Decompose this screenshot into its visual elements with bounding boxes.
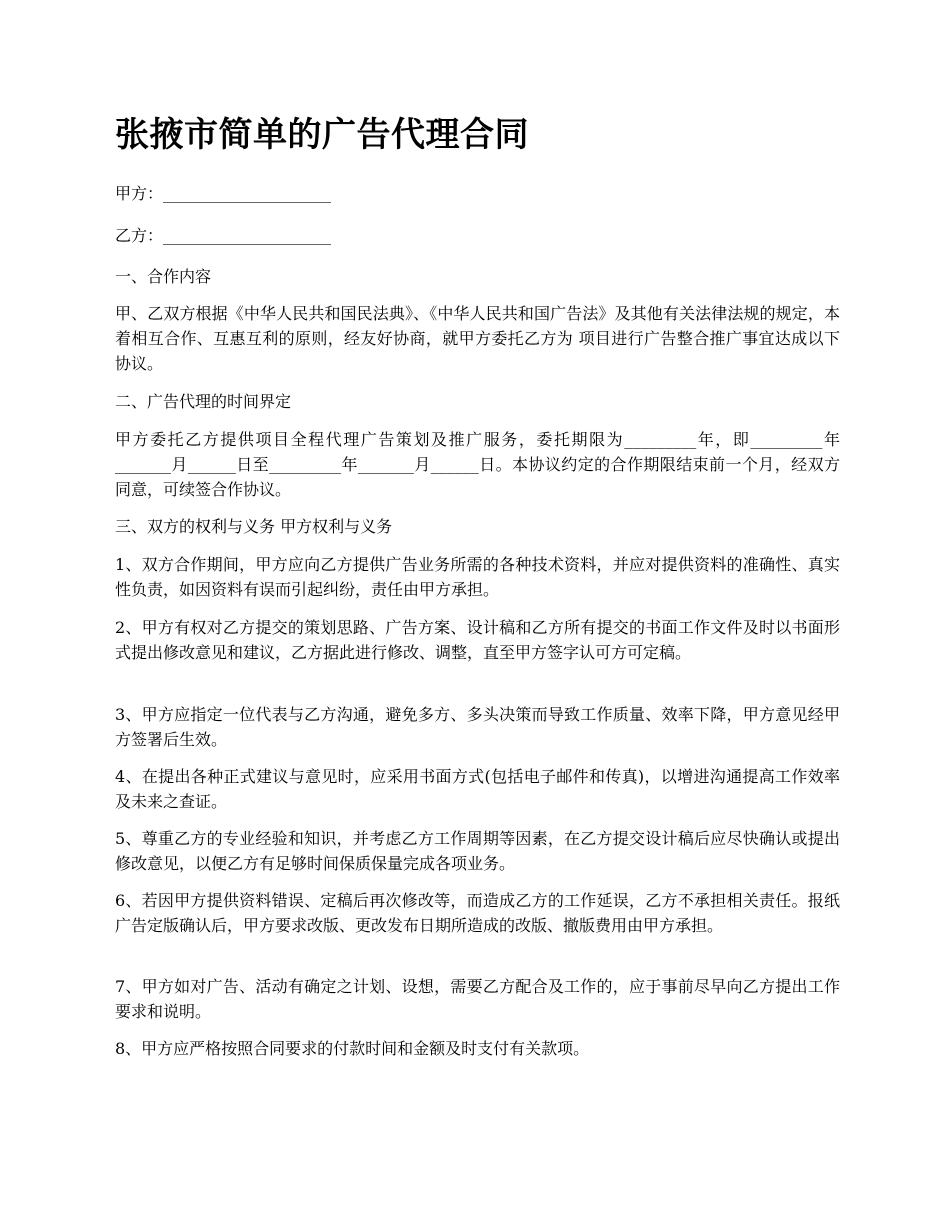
party-a-line: 甲方：_____________________ <box>115 184 332 203</box>
list-item: 1、双方合作期间，甲方应向乙方提供广告业务所需的各种技术资料，并应对提供资料的准确性、真实性负责，如因资料有误而引起纠纷，责任由甲方承担。 <box>115 555 840 599</box>
list-item: 5、尊重乙方的专业经验和知识，并考虑乙方工作周期等因素，在乙方提交设计稿后应尽快确认或提出修改意见，以便乙方有足够时间保质保量完成各项业务。 <box>115 829 840 873</box>
document-title: 张掖市简单的广告代理合同 <box>115 115 529 155</box>
list-item: 4、在提出各种正式建议与意见时，应采用书面方式(包括电子邮件和传真)，以增进沟通提高工作效率及未来之查证。 <box>115 767 840 811</box>
section1-paragraph: 甲、乙双方根据《中华人民共和国民法典》、《中华人民共和国广告法》及其他有关法律法规的规定，本着相互合作、互惠互利的原则，经友好协商，就甲方委托乙方为 项目进行广告整合推广事宜达成以下协议。 <box>115 304 840 373</box>
list-item: 2、甲方有权对乙方提交的策划思路、广告方案、设计稿和乙方所有提交的书面工作文件及时以书面形式提出修改意见和建议，乙方据此进行修改、调整，直至甲方签字认可方可定稿。 <box>115 618 840 662</box>
list-item: 7、甲方如对广告、活动有确定之计划、设想，需要乙方配合及工作的，应于事前尽早向乙方提出工作要求和说明。 <box>115 977 840 1021</box>
section2-paragraph: 甲方委托乙方提供项目全程代理广告策划及推广服务，委托期限为_________年，即_________年_______月______日至_________年_______月______日。本协议约定的合作期限结束前一个月，经双方同意，可续签合作协议。 <box>115 430 840 499</box>
list-item: 3、甲方应指定一位代表与乙方沟通，避免多方、多头决策而导致工作质量、效率下降，甲方意见经甲方签署后生效。 <box>115 705 840 749</box>
list-item: 8、甲方应严格按照合同要求的付款时间和金额及时支付有关款项。 <box>115 1039 590 1058</box>
section2-heading: 二、广告代理的时间界定 <box>115 392 292 411</box>
section1-heading: 一、合作内容 <box>115 267 212 286</box>
list-item: 6、若因甲方提供资料错误、定稿后再次修改等，而造成乙方的工作延误，乙方不承担相关责任。报纸广告定版确认后，甲方要求改版、更改发布日期所造成的改版、撤版费用由甲方承担。 <box>115 891 840 935</box>
section3-heading: 三、双方的权利与义务 甲方权利与义务 <box>115 517 393 536</box>
party-b-line: 乙方：_____________________ <box>115 226 332 245</box>
